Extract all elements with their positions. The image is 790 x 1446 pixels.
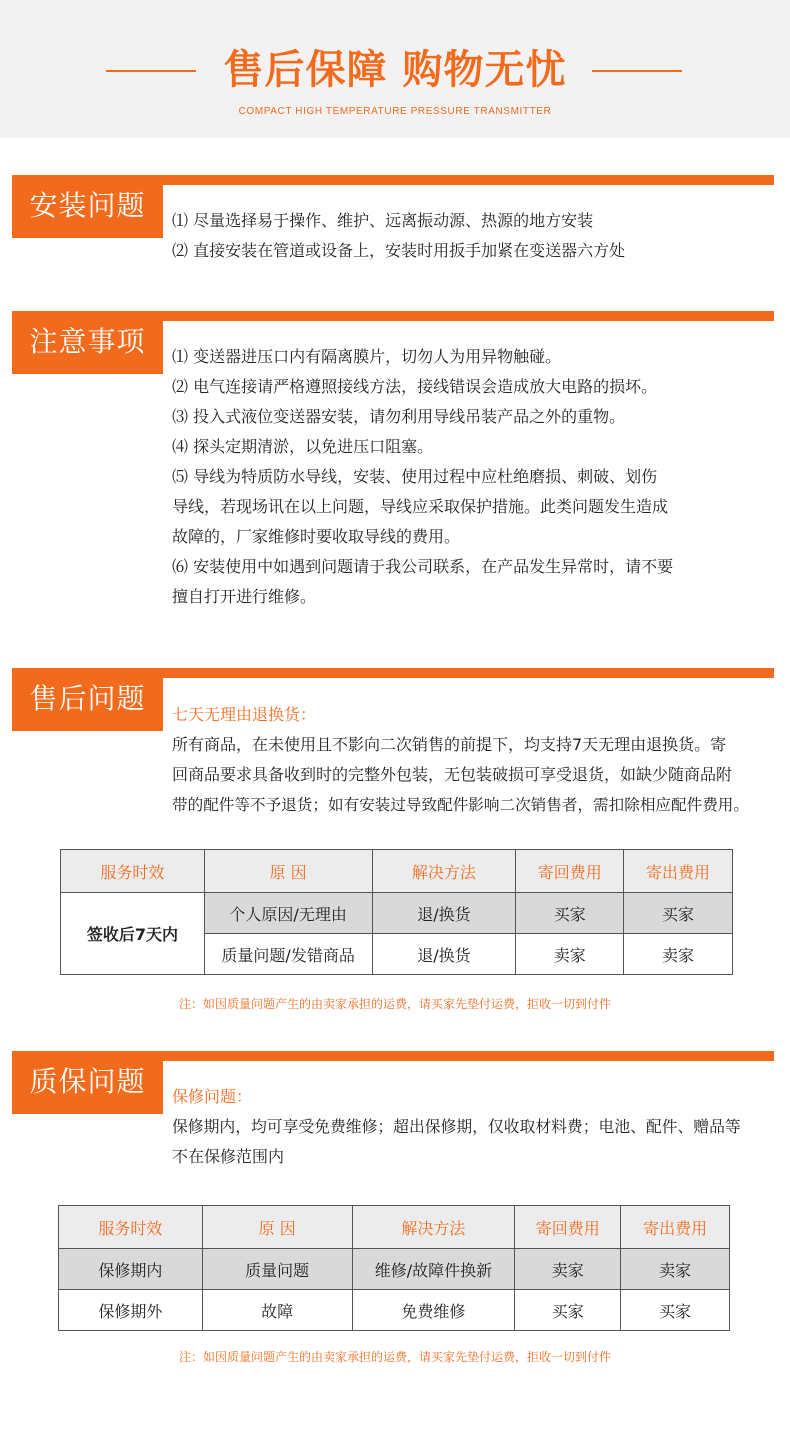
col-header-return-fee: 寄回费用 <box>515 1206 621 1249</box>
notice-line-4: ⑷ 探头定期清淤，以免进压口阻塞。 <box>172 437 434 456</box>
warranty-note: 注：如因质量问题产生的由卖家承担的运费，请买家先垫付运费，拒收一切到付件 <box>178 1350 611 1364</box>
warranty-line-1: 保修期内，均可享受免费维修；超出保修期，仅收取材料费；电池、配件、赠品等 <box>172 1117 741 1136</box>
period-cell: 保修期内 <box>59 1249 203 1290</box>
aftersale-note: 注：如因质量问题产生的由卖家承担的运费，请买家先垫付运费，拒收一切到付件 <box>178 997 611 1011</box>
col-header-solution: 解决方法 <box>372 850 516 893</box>
warranty-table-header <box>59 1206 730 1249</box>
notice-line-3: ⑶ 投入式液位变送器安装，请勿利用导线吊装产品之外的重物。 <box>172 407 626 426</box>
notice-line-7: 故障的，厂家维修时要收取导线的费用。 <box>172 527 461 546</box>
notice-line-5: ⑸ 导线为特质防水导线，安装、使用过程中应杜绝磨损、刺破、划伤 <box>172 467 658 486</box>
page-subtitle: COMPACT HIGH TEMPERATURE PRESSURE TRANSMITTER <box>238 106 552 117</box>
notice-line-2: ⑵ 电气连接请严格遵照接线方法，接线错误会造成放大电路的损坏。 <box>172 377 658 396</box>
warranty-heading: 保修问题： <box>172 1087 253 1106</box>
table-row <box>59 1249 730 1290</box>
page-header <box>0 0 790 138</box>
col-header-reason: 原 因 <box>204 850 372 893</box>
page-title: 售后保障 购物无忧 <box>223 47 567 93</box>
ship-fee-cell: 买家 <box>621 1290 730 1331</box>
aftersale-heading: 七天无理由退换货： <box>172 705 317 724</box>
col-header-period: 服务时效 <box>61 850 205 893</box>
aftersale-line-3: 带的配件等不予退货；如有安装过导致配件影响二次销售者，需扣除相应配件费用。 <box>172 796 749 814</box>
install-line-2: ⑵ 直接安装在管道或设备上，安装时用扳手加紧在变送器六方处 <box>172 241 626 260</box>
ship-fee-cell: 买家 <box>624 893 733 934</box>
warranty-table <box>58 1205 730 1331</box>
notice-line-9: 擅自打开进行维修。 <box>172 587 317 606</box>
aftersale-table <box>60 849 733 975</box>
solution-cell: 免费维修 <box>352 1290 515 1331</box>
notice-section-label: 注意事项 <box>12 311 163 374</box>
aftersale-line-2: 回商品要求具备收到时的完整外包装，无包装破损可享受退货，如缺少随商品附 <box>172 765 733 784</box>
period-cell: 保修期外 <box>59 1290 203 1331</box>
return-fee-cell: 卖家 <box>515 1249 621 1290</box>
period-cell: 签收后7天内 <box>61 893 205 975</box>
col-header-reason: 原 因 <box>202 1206 352 1249</box>
return-fee-cell: 卖家 <box>516 934 624 975</box>
col-header-ship-fee: 寄出费用 <box>624 850 733 893</box>
return-fee-cell: 买家 <box>515 1290 621 1331</box>
solution-cell: 退/换货 <box>372 934 516 975</box>
reason-cell: 质量问题 <box>202 1249 352 1290</box>
notice-line-6: 导线，若现场讯在以上问题，导线应采取保护措施。此类问题发生造成 <box>172 497 669 516</box>
table-row <box>59 1290 730 1331</box>
solution-cell: 维修/故障件换新 <box>352 1249 515 1290</box>
col-header-return-fee: 寄回费用 <box>516 850 624 893</box>
col-header-ship-fee: 寄出费用 <box>621 1206 730 1249</box>
notice-line-1: ⑴ 变送器进压口内有隔离膜片，切勿人为用异物触碰。 <box>172 347 562 366</box>
return-fee-cell: 买家 <box>516 893 624 934</box>
solution-cell: 退/换货 <box>372 893 516 934</box>
aftersale-section-label: 售后问题 <box>12 668 163 731</box>
col-header-solution: 解决方法 <box>352 1206 515 1249</box>
table-row <box>61 893 733 934</box>
ship-fee-cell: 卖家 <box>621 1249 730 1290</box>
ship-fee-cell: 卖家 <box>624 934 733 975</box>
reason-cell: 故障 <box>202 1290 352 1331</box>
reason-cell: 质量问题/发错商品 <box>204 934 372 975</box>
col-header-period: 服务时效 <box>59 1206 203 1249</box>
reason-cell: 个人原因/无理由 <box>204 893 372 934</box>
aftersale-line-1: 所有商品，在未使用且不影向二次销售的前提下，均支持7天无理由退换货。寄 <box>172 735 727 754</box>
notice-line-8: ⑹ 安装使用中如遇到问题请于我公司联系，在产品发生异常时，请不要 <box>172 557 674 576</box>
warranty-section-label: 质保问题 <box>12 1051 163 1114</box>
warranty-line-2: 不在保修范围内 <box>172 1147 285 1166</box>
title-right-rule <box>592 70 682 72</box>
install-line-1: ⑴ 尽量选择易于操作、维护、远离振动源、热源的地方安装 <box>172 211 594 230</box>
aftersale-table-header <box>61 850 733 893</box>
install-section-label: 安装问题 <box>12 175 163 238</box>
